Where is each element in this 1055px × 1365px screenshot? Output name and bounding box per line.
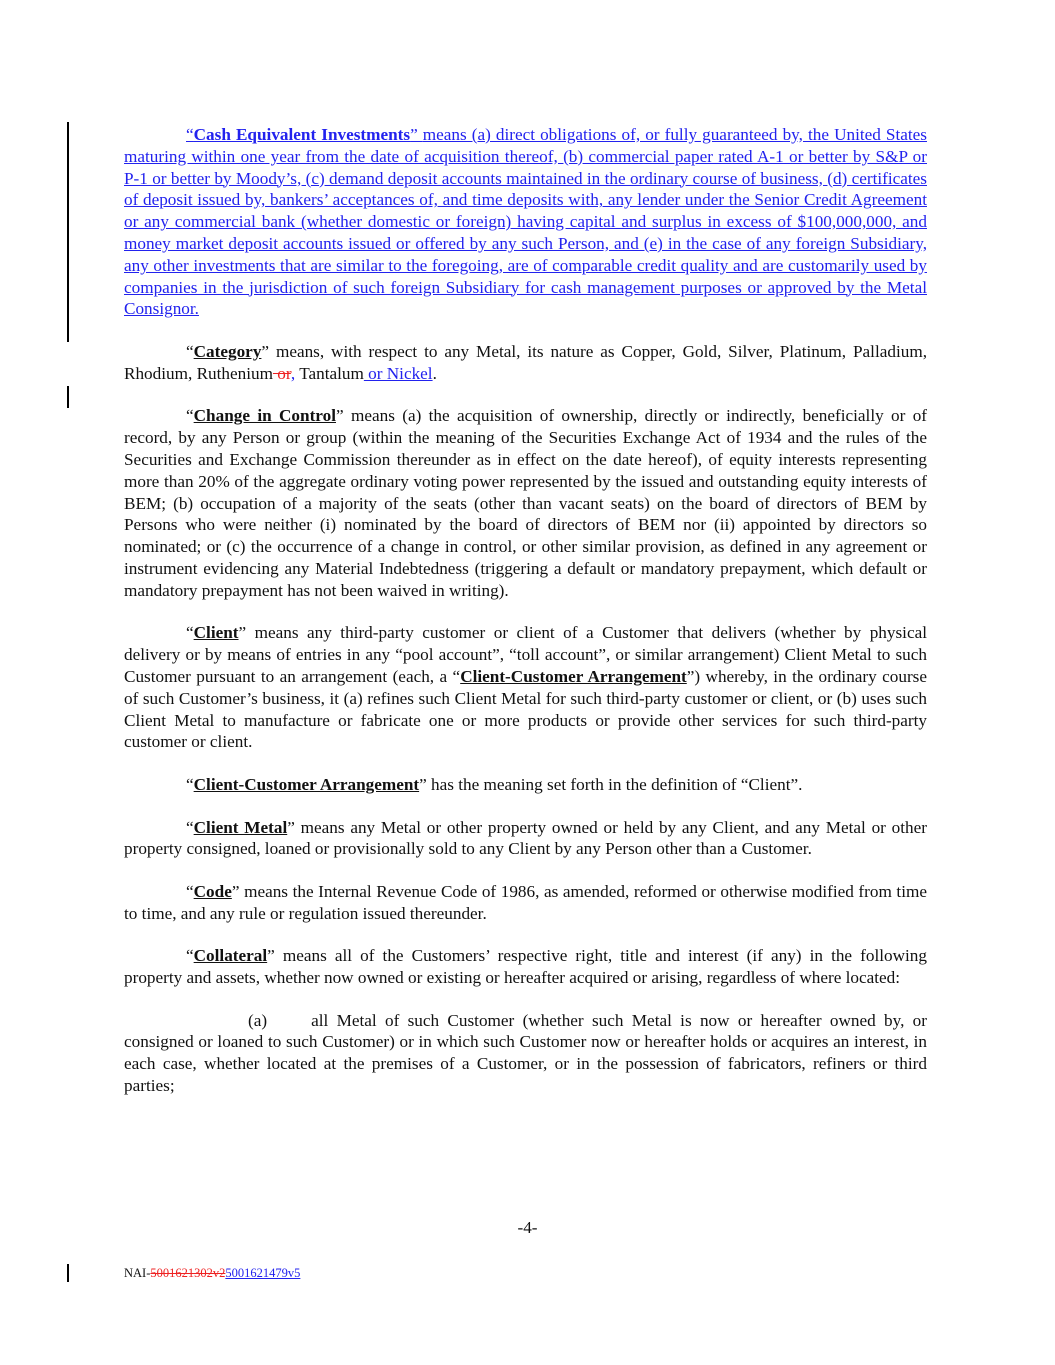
inserted-text: , (290, 363, 296, 383)
definition-change-in-control: “Change in Control” means (a) the acquisition of ownership, directly or indirectly, beneficially or of record, by any Person or group (within the meaning of the Securities Exchange Act of 1934 and the rules of the Securities and Exchange Commission thereunder as in effect on the date hereof), of equity interests representing more than 20% of the aggregate ordinary voting power represented by the issued and outstanding equity interests of BEM; (b) occupation of a majority of the seats (other than vacant seats) on the board of directors of BEM by Persons who were neither (i) nominated by the board of directors of BEM nor (ii) appointed by directors so nominated; or (c) the occurrence of a change in control, or other similar provision, as defined in any agreement or instrument evidencing any Material Indebtedness (triggering a default or mandatory prepayment, which default or mandatory prepayment has not been waived in writing). (124, 406, 928, 600)
defined-term: Client Metal (193, 817, 288, 837)
definition-code: “Code” means the Internal Revenue Code of 1986, as amended, reformed or otherwise modified from time to time, and any rule or regulation issued thereunder. (124, 881, 927, 923)
definition-text: . (432, 363, 437, 383)
definition-text: means the Internal Revenue Code of 1986, as amended, reformed or otherwise modified from time to time, and any rule or regulation issued thereunder. (124, 881, 927, 923)
defined-term: Client (193, 623, 239, 643)
inserted-text: or Nickel (363, 363, 433, 383)
definition-text: means all of the Customers’ respective right, title and interest (if any) in the following property and assets, whether now owned or existing or hereafter acquired or arising, regardless of where located: (124, 946, 927, 988)
defined-term: Client-Customer Arrangement (460, 666, 687, 686)
defined-term: Code (193, 881, 232, 901)
clause-text: all Metal of such Customer (whether such Metal is now or hereafter owned by, or consigned or loaned to such Customer) or in which such Customer now or hereafter holds or acquires an interest, in each case, whether located at the premises of a Customer, or in the possession of fabricators, refiners or third parties; (124, 1010, 927, 1096)
defined-term: Category (193, 341, 262, 361)
definition-client: “Client” means any third-party customer or client of a Customer that delivers (whether by physical delivery or by means of entries in any “pool account”, “toll account”, or similar arrangement) Client Metal to such Customer pursuant to an arrangement (each, a “Client-Customer Arrangement”) whereby, in the ordinary course of such Customer’s business, it (a) refines such Client Metal for such third-party customer or client, or (b) uses such Client Metal to manufacture or fabricate one or more products or provide other services for such third-party customer or client. (124, 623, 928, 752)
definition-text: Tantalum (295, 363, 364, 383)
defined-term: Client-Customer Arrangement (193, 774, 420, 794)
definition-text: means (a) the acquisition of ownership, directly or indirectly, beneficially or of record, by any Person or group (within the meaning of the Securities Exchange Act of 1934 and the rules of the Securities and Exchange Commission thereunder as in effect on the date hereof), of equity interests representing more than 20% of the aggregate ordinary voting power represented by the issued and outstanding equity interests of BEM; (b) occupation of a majority of the seats (other than vacant seats) on the board of directors of BEM by Persons who were neither (i) nominated by the board of directors of BEM nor (ii) appointed by directors so nominated; or (c) the occurrence of a change in control, or other similar provision, as defined in any agreement or instrument evidencing any Material Indebtedness (triggering a default or mandatory prepayment, which default or mandatory prepayment has not been waived in writing). (124, 406, 928, 600)
change-bar (67, 122, 69, 342)
definition-text: ”) whereby, in the ordinary course of such Customer’s business, it (a) refines such Client Metal for such third-party customer or client, or (b) uses such Client Metal to manufacture or fabricate one or more products or provide other services for such third-party customer or client. (124, 666, 928, 752)
definition-client-metal: “Client Metal” means any Metal or other property owned or held by any Client, and any Metal or other property consigned, loaned or provisionally sold to any Client by any Person other than a Customer. (124, 817, 927, 859)
deleted-doc-id: 5001621302v2 (150, 1266, 226, 1280)
definition-text: means, with respect to any Metal, its nature as Copper, Gold, Silver, Platinum, Palladium, Rhodium, Ruthenium (124, 341, 927, 383)
definition-text: means any Metal or other property owned or held by any Client, and any Metal or other property consigned, loaned or provisionally sold to any Client by any Person other than a Customer. (124, 817, 927, 859)
change-bar (67, 1264, 69, 1282)
defined-term: Cash Equivalent Investments (193, 125, 411, 144)
defined-term: Change in Control (193, 406, 336, 426)
definition-collateral: “Collateral” means all of the Customers’ respective right, title and interest (if any) in the following property and assets, whether now owned or existing or hereafter acquired or arising, regardless of where located: (124, 946, 927, 988)
definition-text: means (a) direct obligations of, or fully guaranteed by, the United States maturing within one year from the date of acquisition thereof, (b) commercial paper rated A-1 or better by S&P or P-1 or better by Moody’s, (c) demand deposit accounts maintained in the ordinary course of business, (d) certificates of deposit issued by, bankers’ acceptances of, and time deposits with, any lender under the Senior Credit Agreement or any commercial bank (whether domestic or foreign) having capital and surplus in excess of $100,000,000, and money market deposit accounts issued or offered by any such Person, and (e) in the case of any foreign Subsidiary, any other investments that are similar to the foregoing, are of comparable credit quality and are customarily used by companies in the jurisdiction of such foreign Subsidiary for cash management purposes or approved by the Metal Consignor. (124, 125, 927, 319)
definition-category: “Category” means, with respect to any Metal, its nature as Copper, Gold, Silver, Platinum, Palladium, Rhodium, Ruthenium or, Tantalum or Nickel. (124, 341, 927, 383)
definition-cash-equivalent-investments: “Cash Equivalent Investments” means (a) direct obligations of, or fully guaranteed by, the United States maturing within one year from the date of acquisition thereof, (b) commercial paper rated A-1 or better by S&P or P-1 or better by Moody’s, (c) demand deposit accounts maintained in the ordinary course of business, (d) certificates of deposit issued by, bankers’ acceptances of, and time deposits with, any lender under the Senior Credit Agreement or any commercial bank (whether domestic or foreign) having capital and surplus in excess of $100,000,000, and money market deposit accounts issued or offered by any such Person, and (e) in the case of any foreign Subsidiary, any other investments that are similar to the foregoing, are of comparable credit quality and are customarily used by companies in the jurisdiction of such foreign Subsidiary for cash management purposes or approved by the Metal Consignor. (124, 125, 927, 319)
footer-prefix: NAI- (124, 1266, 151, 1280)
inserted-doc-id: 5001621479v5 (225, 1266, 301, 1280)
document-footer (124, 1266, 300, 1281)
definition-text: has the meaning set forth in the definition of “Client”. (431, 774, 803, 794)
deleted-text: or (272, 363, 291, 383)
change-bar (67, 386, 69, 408)
clause-label: (a) (248, 1010, 268, 1030)
page-number: -4- (517, 1218, 538, 1237)
defined-term: Collateral (193, 946, 268, 966)
definition-client-customer-arrangement: “Client-Customer Arrangement” has the meaning set forth in the definition of “Client”. (186, 774, 803, 794)
document-body (124, 124, 927, 1118)
definition-text: means any third-party customer or client of a Customer that delivers (whether by physical delivery or by means of entries in any “pool account”, “toll account”, or similar arrangement) Client Metal to such Customer pursuant to an arrangement (each, a “ (124, 623, 927, 686)
collateral-clause-a (124, 1010, 927, 1097)
